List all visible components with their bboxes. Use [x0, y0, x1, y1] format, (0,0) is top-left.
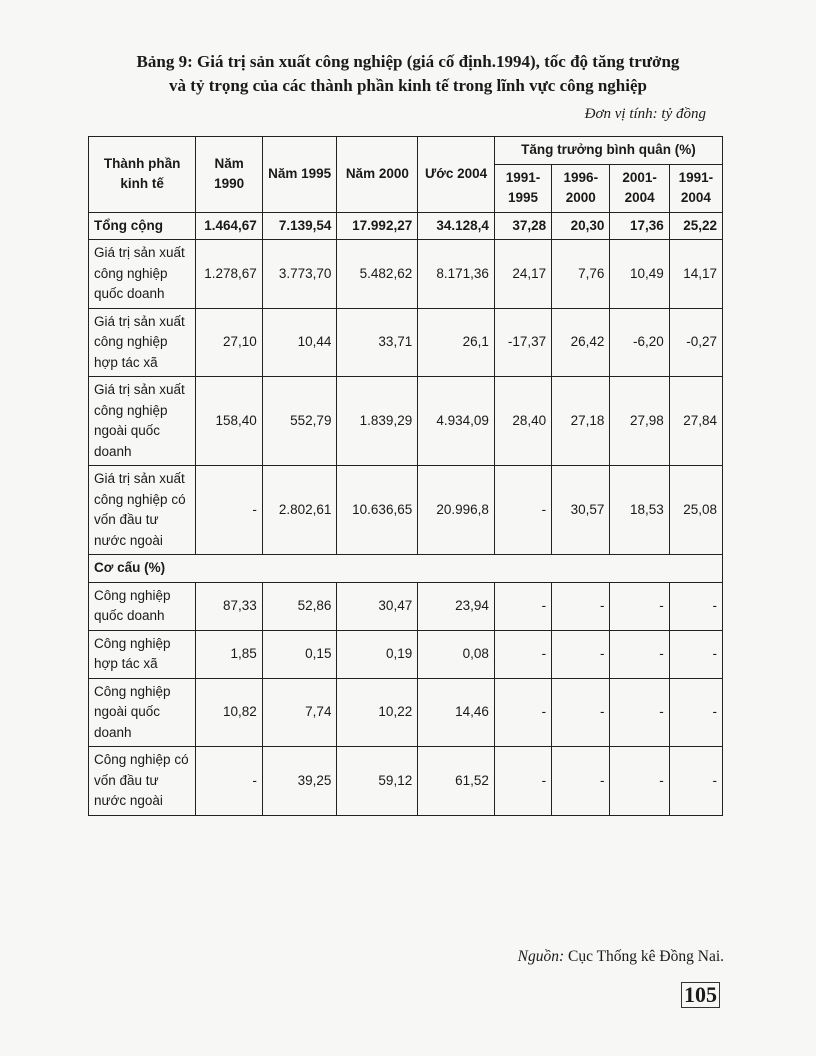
table-cell: 1,85	[196, 630, 262, 678]
table-cell: 27,84	[669, 377, 722, 466]
total-label: Tổng cộng	[89, 212, 196, 240]
table-cell: 0,19	[337, 630, 418, 678]
unit-note: Đơn vị tính: tỷ đồng	[584, 106, 706, 122]
table-cell: 17,36	[610, 212, 669, 240]
table-title	[60, 50, 756, 98]
header-1990: Năm 1990	[196, 137, 262, 213]
section-row	[89, 555, 723, 583]
table-cell: 14,46	[418, 678, 495, 747]
header-2000: Năm 2000	[337, 137, 418, 213]
table-cell: 5.482,62	[337, 240, 418, 309]
table-cell: -	[669, 630, 722, 678]
table-cell: 26,42	[552, 308, 610, 377]
table-cell: 52,86	[262, 582, 337, 630]
table-cell: 20.996,8	[418, 466, 495, 555]
table-cell: 1.839,29	[337, 377, 418, 466]
table-cell: 10,49	[610, 240, 669, 309]
table-cell: 34.128,4	[418, 212, 495, 240]
table-cell: 27,98	[610, 377, 669, 466]
header-g2: 1996-2000	[552, 164, 610, 212]
table-cell: -	[669, 678, 722, 747]
row-label: Công nghiệp quốc doanh	[89, 582, 196, 630]
table-cell: 87,33	[196, 582, 262, 630]
header-1995: Năm 1995	[262, 137, 337, 213]
table-cell: 1.464,67	[196, 212, 262, 240]
source-note	[518, 948, 724, 966]
table-cell: 28,40	[494, 377, 551, 466]
table-cell: -17,37	[494, 308, 551, 377]
row-label: Giá trị sản xuất công nghiệp ngoài quốc doanh	[89, 377, 196, 466]
table-row	[89, 630, 723, 678]
table-cell: 25,22	[669, 212, 722, 240]
table-cell: 1.278,67	[196, 240, 262, 309]
table-cell: 20,30	[552, 212, 610, 240]
header-component: Thành phần kinh tế	[89, 137, 196, 213]
table-cell: -	[494, 747, 551, 816]
table-cell: 17.992,27	[337, 212, 418, 240]
header-g3: 2001-2004	[610, 164, 669, 212]
table-cell: 4.934,09	[418, 377, 495, 466]
table-cell: 8.171,36	[418, 240, 495, 309]
title-line-2: và tỷ trọng của các thành phần kinh tế trong lĩnh vực công nghiệp	[169, 76, 647, 95]
row-label: Giá trị sản xuất công nghiệp hợp tác xã	[89, 308, 196, 377]
table-cell: -	[494, 630, 551, 678]
table-cell: 10,44	[262, 308, 337, 377]
table-cell: 30,47	[337, 582, 418, 630]
table-cell: -	[196, 466, 262, 555]
table-cell: 27,10	[196, 308, 262, 377]
table-cell: 3.773,70	[262, 240, 337, 309]
table-row	[89, 678, 723, 747]
table-cell: -	[610, 630, 669, 678]
table-cell: 23,94	[418, 582, 495, 630]
table-cell: 30,57	[552, 466, 610, 555]
table-cell: -	[552, 630, 610, 678]
data-table	[88, 136, 723, 816]
table-cell: -	[196, 747, 262, 816]
row-label: Giá trị sản xuất công nghiệp có vốn đầu tư nước ngoài	[89, 466, 196, 555]
table-cell: -	[669, 747, 722, 816]
table-cell: 158,40	[196, 377, 262, 466]
source-text: Cục Thống kê Đồng Nai.	[564, 948, 724, 965]
table-cell: 0,15	[262, 630, 337, 678]
table-row	[89, 308, 723, 377]
header-g4: 1991-2004	[669, 164, 722, 212]
table-cell: 10,22	[337, 678, 418, 747]
table-cell: -	[552, 747, 610, 816]
table-cell: 0,08	[418, 630, 495, 678]
table-cell: 25,08	[669, 466, 722, 555]
table-cell: -	[610, 678, 669, 747]
table-cell: 26,1	[418, 308, 495, 377]
row-label: Công nghiệp hợp tác xã	[89, 630, 196, 678]
table-row	[89, 582, 723, 630]
title-line-1: Bảng 9: Giá trị sản xuất công nghiệp (giá cố định.1994), tốc độ tăng trưởng	[136, 52, 680, 71]
table-cell: 552,79	[262, 377, 337, 466]
table-cell: 24,17	[494, 240, 551, 309]
table-cell: 27,18	[552, 377, 610, 466]
table-cell: 14,17	[669, 240, 722, 309]
table-cell: -	[552, 678, 610, 747]
table-cell: -6,20	[610, 308, 669, 377]
source-label: Nguồn:	[517, 948, 565, 965]
header-growth: Tăng trưởng bình quân (%)	[494, 137, 722, 165]
table-cell: -	[494, 466, 551, 555]
table-cell: 7,74	[262, 678, 337, 747]
header-2004: Ước 2004	[418, 137, 495, 213]
row-label: Công nghiệp có vốn đầu tư nước ngoài	[89, 747, 196, 816]
table-cell: 10.636,65	[337, 466, 418, 555]
section-label: Cơ cấu (%)	[89, 555, 723, 583]
table-row	[89, 747, 723, 816]
row-label: Giá trị sản xuất công nghiệp quốc doanh	[89, 240, 196, 309]
table-cell: -	[494, 582, 551, 630]
total-row	[89, 212, 723, 240]
header-g1: 1991-1995	[494, 164, 551, 212]
table-cell: -0,27	[669, 308, 722, 377]
table-row	[89, 377, 723, 466]
table-cell: -	[610, 582, 669, 630]
table-cell: 7,76	[552, 240, 610, 309]
table-cell: 39,25	[262, 747, 337, 816]
table-cell: -	[552, 582, 610, 630]
table-cell: 18,53	[610, 466, 669, 555]
table-cell: 37,28	[494, 212, 551, 240]
table-cell: -	[610, 747, 669, 816]
table-cell: 59,12	[337, 747, 418, 816]
page-number: 105	[681, 982, 720, 1008]
table-cell: 10,82	[196, 678, 262, 747]
table-row	[89, 240, 723, 309]
table-cell: 7.139,54	[262, 212, 337, 240]
table-cell: 61,52	[418, 747, 495, 816]
table-cell: -	[669, 582, 722, 630]
row-label: Công nghiệp ngoài quốc doanh	[89, 678, 196, 747]
table-cell: 33,71	[337, 308, 418, 377]
table-cell: -	[494, 678, 551, 747]
table-row	[89, 466, 723, 555]
table-cell: 2.802,61	[262, 466, 337, 555]
